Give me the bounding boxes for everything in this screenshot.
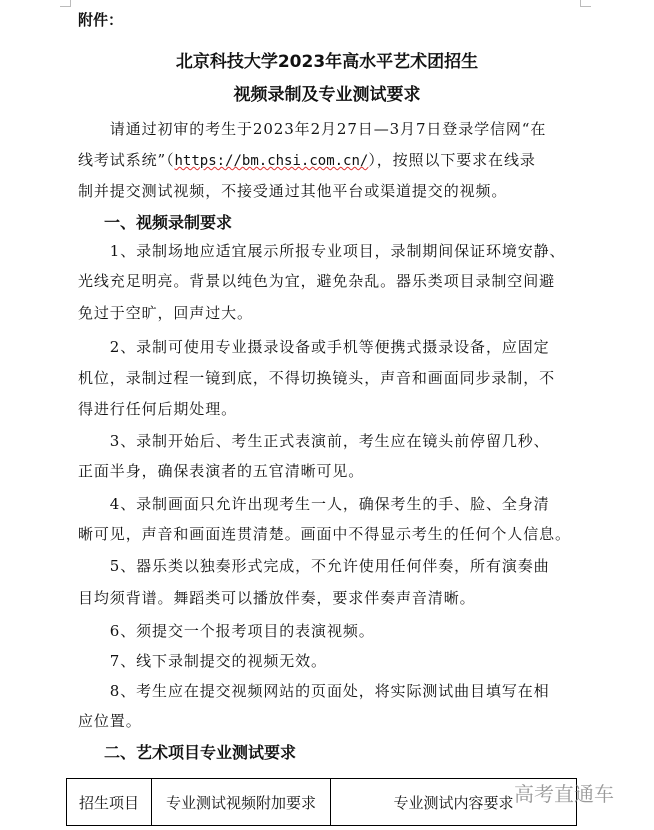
- body-line: 8、考生应在提交视频网站的页面处，将实际测试曲目填写在相: [78, 682, 550, 700]
- table-header-cell: 专业测试内容要求: [331, 779, 577, 826]
- table-header-cell: 招生项目: [67, 779, 152, 826]
- margin-mark-left: [60, 0, 71, 7]
- body-line: 7、线下录制提交的视频无效。: [78, 652, 327, 670]
- requirements-table: [66, 778, 577, 826]
- body-line: 1、录制场地应适宜展示所报专业项目，录制期间保证环境安静、: [78, 242, 566, 260]
- table-header-row: [67, 779, 577, 826]
- document-title-line2: 视频录制及专业测试要求: [233, 85, 421, 105]
- watermark: 高考直通车: [514, 782, 614, 806]
- body-line: 晰可见，声音和画面连贯清楚。画面中不得显示考生的任何个人信息。: [78, 525, 571, 543]
- section-heading: 二、艺术项目专业测试要求: [104, 743, 297, 762]
- url-link[interactable]: https://bm.chsi.com.cn/: [174, 153, 369, 169]
- attachment-label: 附件：: [78, 11, 124, 29]
- body-line: 光线充足明亮。背景以纯色为宜，避免杂乱。器乐类项目录制空间避: [78, 272, 556, 290]
- body-line: 5、器乐类以独奏形式完成，不允许使用任何伴奏，所有演奏曲: [78, 557, 550, 575]
- section-heading: 一、视频录制要求: [104, 213, 233, 232]
- body-line: 4、录制画面只允许出现考生一人，确保考生的手、脸、全身清: [78, 495, 550, 513]
- body-line: 得进行任何后期处理。: [78, 400, 238, 418]
- body-line: 目均须背谱。舞蹈类可以播放伴奏，要求伴奏声音清晰。: [78, 589, 476, 607]
- intro-line: 制并提交测试视频，不接受通过其他平台或渠道提交的视频。: [78, 182, 508, 200]
- body-line: 应位置。: [78, 712, 142, 730]
- intro-text: ），按照以下要求在线录: [368, 151, 536, 169]
- body-line: 6、须提交一个报考项目的表演视频。: [78, 622, 375, 640]
- body-line: 机位，录制过程一镜到底，不得切换镜头，声音和画面同步录制，不: [78, 369, 556, 387]
- body-line: 2、录制可使用专业摄录设备或手机等便携式摄录设备，应固定: [78, 338, 550, 356]
- body-line: 免过于空旷，回声过大。: [78, 304, 253, 322]
- intro-line: 请通过初审的考生于2023年2月27日—3月7日登录学信网“在: [78, 120, 547, 138]
- margin-mark-right: [580, 0, 591, 7]
- document-title-line1: 北京科技大学2023年高水平艺术团招生: [175, 52, 479, 72]
- intro-text: 线考试系统”（: [78, 151, 175, 169]
- body-line: 3、录制开始后、考生正式表演前，考生应在镜头前停留几秒、: [78, 432, 550, 450]
- table-header-cell: 专业测试视频附加要求: [152, 779, 331, 826]
- intro-line: [78, 149, 536, 170]
- body-line: 正面半身，确保表演者的五官清晰可见。: [78, 462, 365, 480]
